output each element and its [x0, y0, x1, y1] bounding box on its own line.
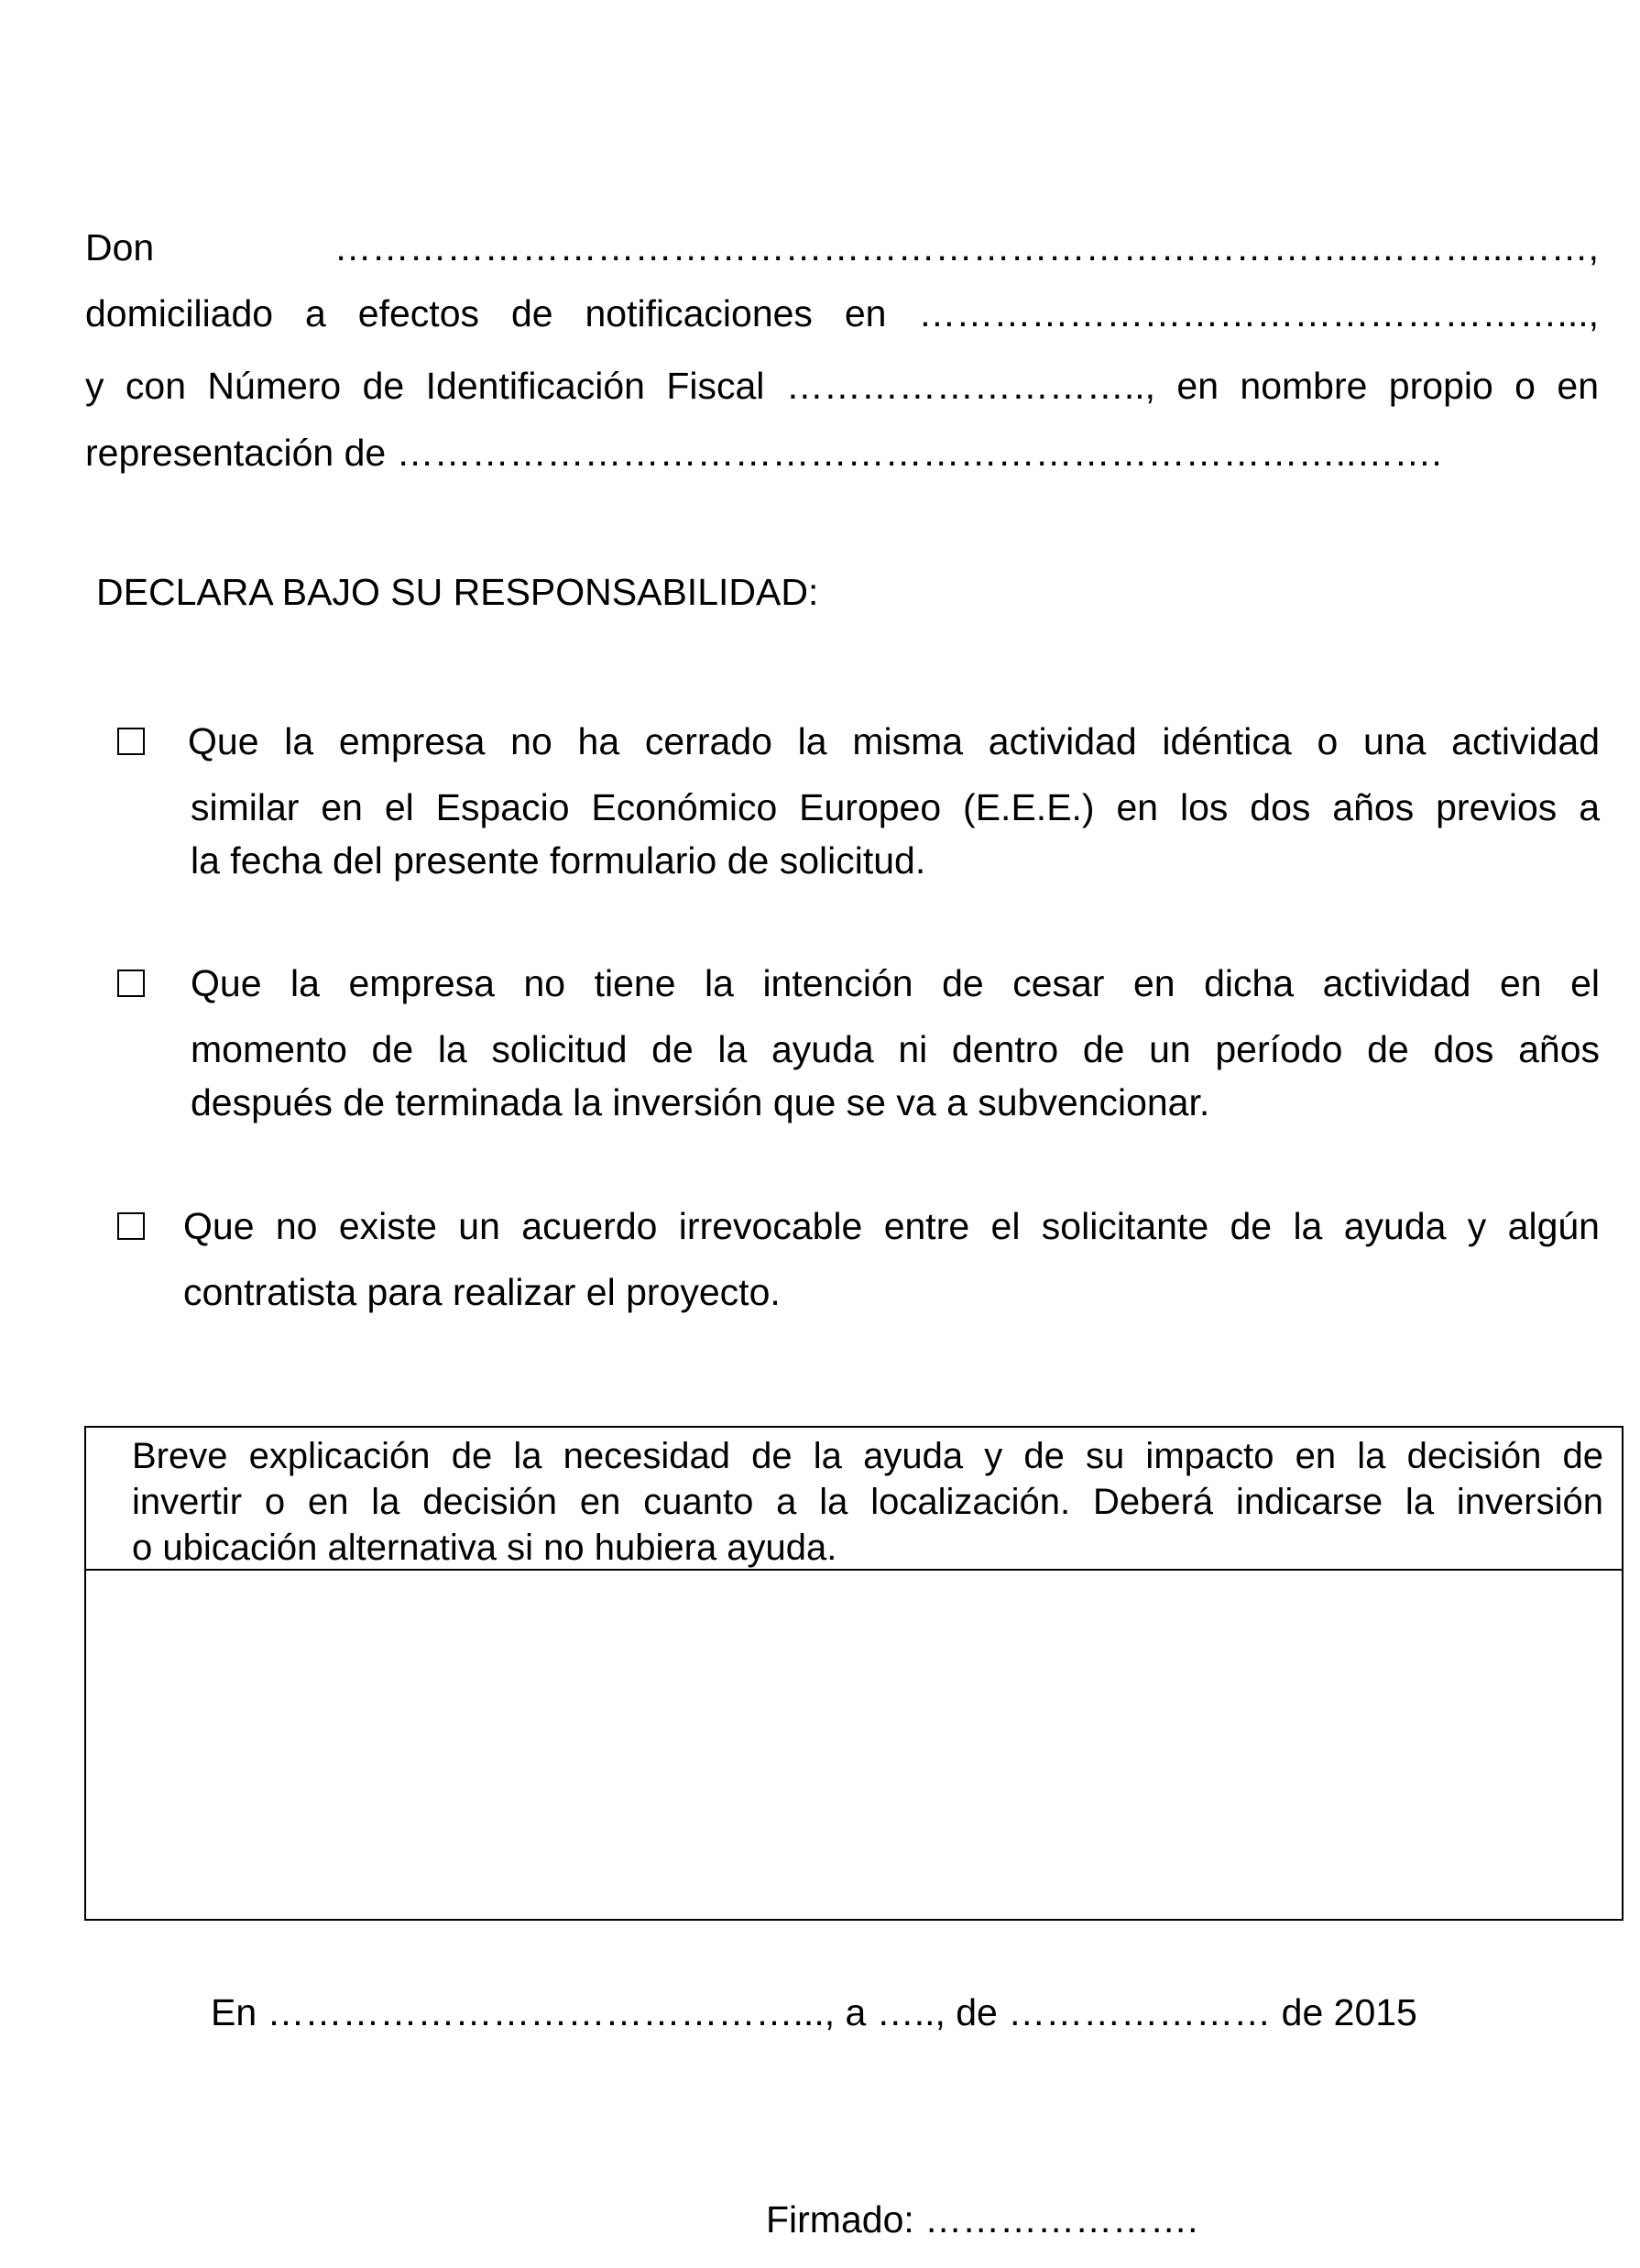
tax-id-line[interactable]: y con Número de Identificación Fiscal ……………………….., en nombre propio o en [85, 365, 1599, 407]
place-date-line[interactable]: En ……………………………………..., a ….., de ………………… de 2015 [211, 1991, 1417, 2033]
declaration-line: momento de la solicitud de la ayuda ni dentro de un período de dos años [191, 1028, 1600, 1070]
declaration-line: contratista para realizar el proyecto. [183, 1271, 781, 1313]
checkbox-not-closed-activity[interactable] [117, 728, 145, 755]
name-line[interactable]: Don ………………………………………………………………………..………...……, [85, 226, 1599, 268]
explanation-box-header [86, 1428, 1622, 1571]
declaration-item [117, 719, 1600, 882]
declaration-line: similar en el Espacio Económico Europeo (E.E.E.) en los dos años previos a [191, 786, 1600, 828]
checkbox-no-intention-cease[interactable] [117, 970, 145, 997]
representation-line[interactable]: representación de …………………………………………………………………..……. [85, 432, 1442, 474]
declaration-heading: DECLARA BAJO SU RESPONSABILIDAD: [96, 571, 819, 613]
declaration-text [188, 719, 1600, 882]
declaration-line: Que la empresa no tiene la intención de cesar en dicha actividad en el [191, 962, 1600, 1004]
declaration-text [191, 961, 1600, 1124]
explanation-box [84, 1426, 1624, 1921]
declaration-line: después de terminada la inversión que se va a subvencionar. [191, 1081, 1210, 1123]
explanation-label-line: Breve explicación de la necesidad de la ayuda y de su impacto en la decisión de [132, 1436, 1603, 1476]
declaration-item [117, 961, 1600, 1123]
address-line[interactable]: domiciliado a efectos de notificaciones en ……………………………………………..., [85, 292, 1599, 334]
explanation-label [132, 1433, 1603, 1571]
explanation-label-line: o ubicación alternativa si no hubiera ayuda. [132, 1528, 837, 1568]
explanation-label-line: invertir o en la decisión en cuanto a la localización. Deberá indicarse la inversión [132, 1482, 1603, 1522]
declaration-line: Que no existe un acuerdo irrevocable entre el solicitante de la ayuda y algún [183, 1205, 1600, 1247]
declaration-item [117, 1204, 1600, 1314]
signature-line[interactable]: Firmado: …………………. [766, 2198, 1198, 2241]
declaration-line: la fecha del presente formulario de solicitud. [191, 839, 926, 882]
checkbox-no-irrevocable-agreement[interactable] [117, 1212, 145, 1240]
declaration-text [183, 1204, 1600, 1314]
declaration-line: Que la empresa no ha cerrado la misma actividad idéntica o una actividad [188, 720, 1600, 762]
explanation-text-area[interactable] [86, 1571, 1622, 1919]
